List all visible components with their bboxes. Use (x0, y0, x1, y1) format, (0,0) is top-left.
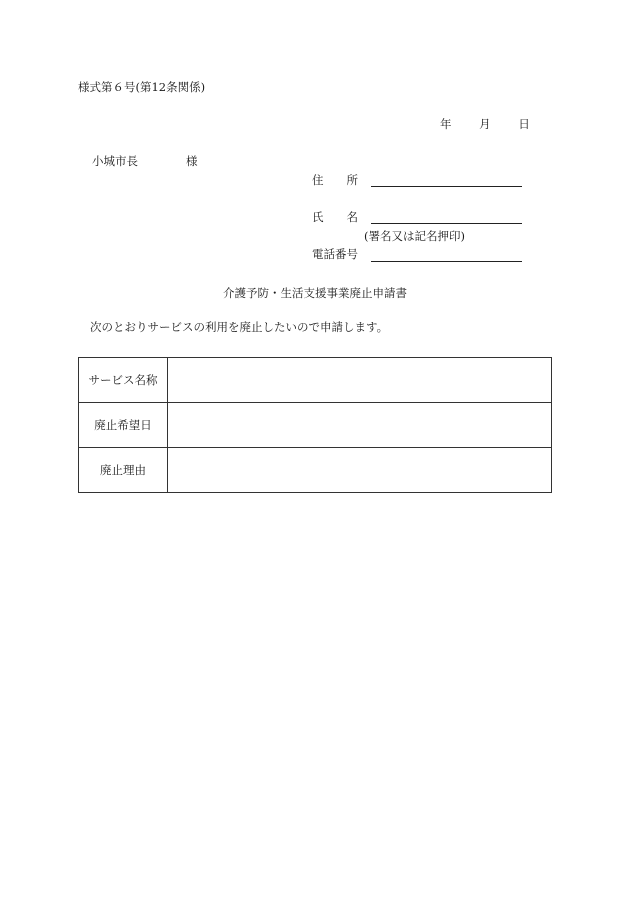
date-row (440, 119, 530, 131)
end-date-label: 廃止希望日 (79, 403, 168, 448)
phone-label: 電話番号 (312, 247, 358, 261)
end-reason-label: 廃止理由 (79, 448, 168, 493)
lead-text: 次のとおりサービスの利用を廃止したいので申請します。 (90, 320, 389, 334)
phone-field[interactable] (371, 261, 522, 262)
signature-note: (署名又は記名押印) (364, 229, 465, 243)
name-field[interactable] (371, 223, 522, 224)
table-row (79, 448, 552, 493)
date-day-label: 日 (518, 117, 530, 131)
table-row (79, 403, 552, 448)
addressee-honorific: 様 (186, 154, 198, 168)
service-name-field[interactable] (168, 358, 552, 403)
addressee (92, 156, 198, 168)
address-field[interactable] (371, 186, 522, 187)
date-month-label: 月 (479, 117, 491, 131)
table-row (79, 358, 552, 403)
service-name-label: サービス名称 (79, 358, 168, 403)
name-label: 氏 名 (312, 210, 358, 224)
document-title: 介護予防・生活支援事業廃止申請書 (223, 286, 407, 300)
service-table (78, 357, 552, 493)
date-year-label: 年 (440, 117, 452, 131)
end-date-field[interactable] (168, 403, 552, 448)
end-reason-field[interactable] (168, 448, 552, 493)
address-label: 住 所 (312, 173, 358, 187)
form-number: 様式第６号(第12条関係) (78, 80, 206, 94)
addressee-name: 小城市長 (92, 154, 138, 168)
